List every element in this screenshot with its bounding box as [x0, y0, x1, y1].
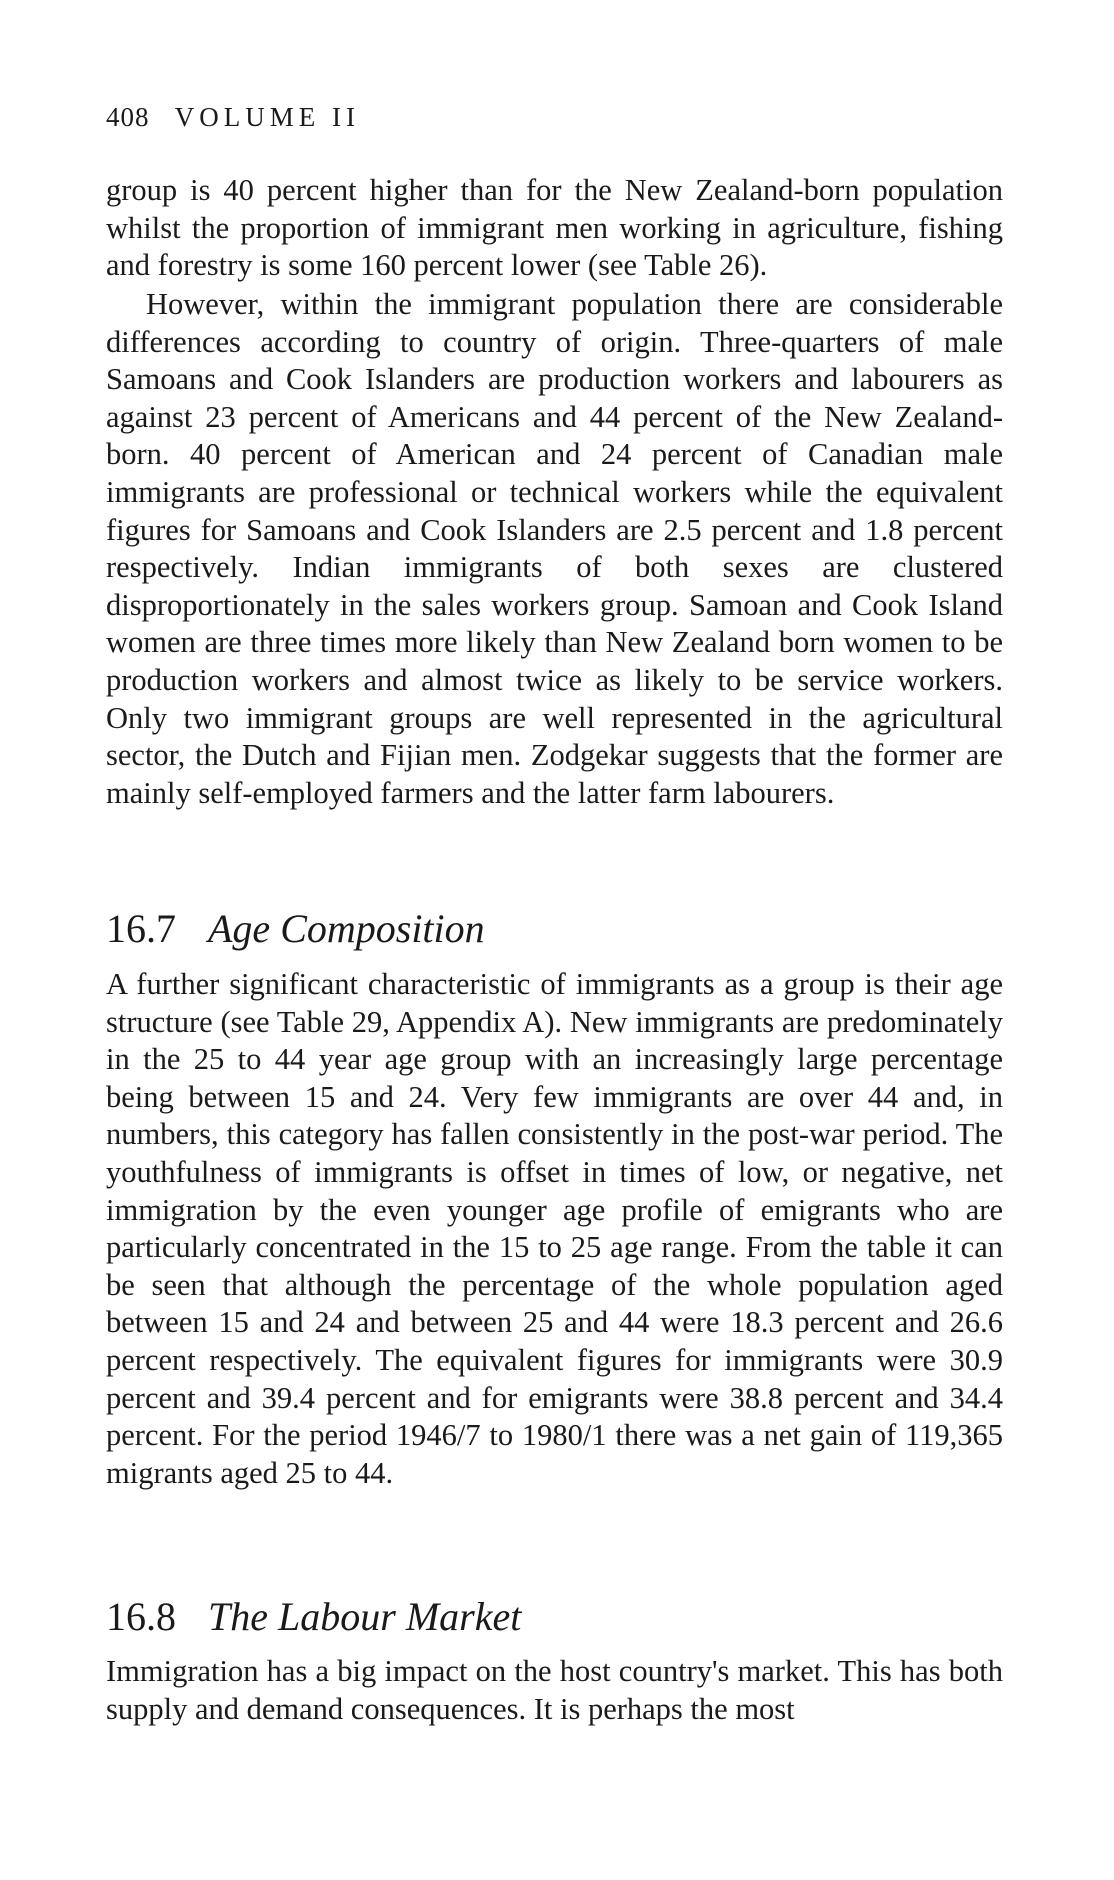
book-page	[106, 0, 1003, 1880]
section-heading-labour-market	[106, 1593, 521, 1640]
section-title: Age Composition	[208, 906, 485, 951]
section-heading-age-composition	[106, 905, 485, 952]
paragraph-country-differences: However, within the immigrant population there are considerable differences according to country of origin. Three-quarters of male Samoans and Cook Islanders are production workers and labourers as against 23 percent of Americans and 44 percent of the New Zealand-born. 40 percent of American and 24 percent of Canadian male immigrants are professional or technical workers while the equivalent figures for Samoans and Cook Islanders are 2.5 percent and 1.8 percent respectively. Indian immigrants of both sexes are clustered disproportionately in the sales workers group. Samoan and Cook Island women are three times more likely than New Zealand born women to be production workers and almost twice as likely to be service workers. Only two immigrant groups are well represented in the agricultural sector, the Dutch and Fijian men. Zodgekar suggests that the former are mainly self-employed farmers and the latter farm labourers.	[106, 287, 1003, 810]
running-head	[106, 102, 360, 133]
paragraph-age-composition: A further significant characteristic of immigrants as a group is their age structure (see Table 29, Appendix A). New immigrants are predominately in the 25 to 44 year age group with an increasingly large percentage being between 15 and 24. Very few immigrants are over 44 and, in numbers, this category has fallen consistently in the post-war period. The youthfulness of immigrants is offset in times of low, or negative, net immigration by the even younger age profile of emigrants who are particularly concentrated in the 15 to 25 age range. From the table it can be seen that although the percentage of the whole population aged between 15 and 24 and between 25 and 44 were 18.3 percent and 26.6 percent respectively. The equivalent figures for immigrants were 30.9 percent and 39.4 percent and for emigrants were 38.8 percent and 34.4 percent. For the period 1946/7 to 1980/1 there was a net gain of 119,365 migrants aged 25 to 44.	[106, 967, 1003, 1490]
paragraph-occupation-continued: group is 40 percent higher than for the New Zealand-born population whilst the proportion of immigrant men working in agriculture, fishing and forestry is some 160 percent lower (see Table 26).	[106, 173, 1003, 283]
section-number: 16.8	[106, 1594, 176, 1639]
volume-label: VOLUME II	[174, 102, 360, 132]
paragraph-labour-market: Immigration has a big impact on the host country's market. This has both supply and demand consequences. It is perhaps the most	[106, 1654, 1003, 1726]
section-title: The Labour Market	[208, 1594, 522, 1639]
section-number: 16.7	[106, 906, 176, 951]
page-number: 408	[106, 102, 150, 132]
